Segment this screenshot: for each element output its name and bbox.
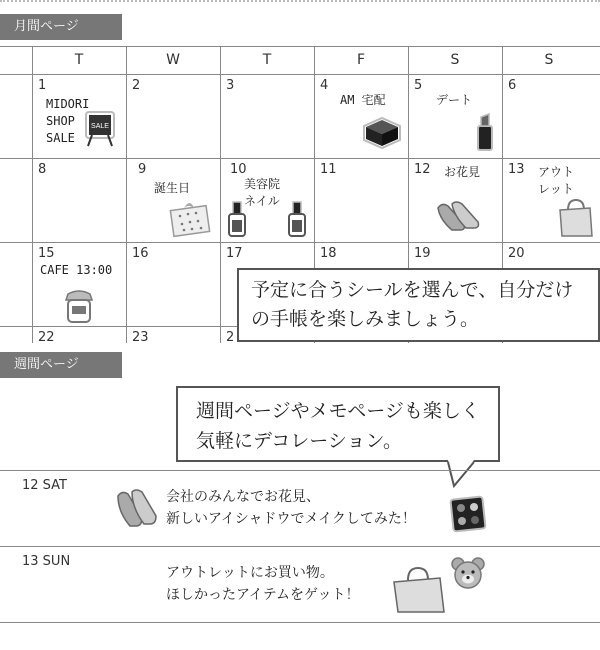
day-number: 2 (132, 78, 141, 93)
sale-sign-text: SALE (91, 123, 109, 130)
day-number: 11 (320, 162, 337, 177)
week-entry-line: アウトレットにお買い物。 (166, 565, 334, 581)
day-number: 1 (38, 78, 47, 93)
day-cell[interactable] (314, 158, 408, 242)
weekday-header: S (450, 52, 460, 68)
day-number: 22 (38, 330, 55, 343)
bear-face-sticker (450, 556, 486, 590)
day-number: 10 (230, 162, 247, 177)
sale-sign-sticker (84, 110, 116, 148)
day-number: 4 (320, 78, 329, 93)
weekday-header: W (166, 52, 180, 68)
week-entry-line: 新しいアイシャドウでメイクしてみた！ (166, 511, 416, 527)
day-cell[interactable] (408, 74, 502, 158)
callout-tail (446, 458, 476, 488)
day-cell[interactable] (408, 158, 502, 242)
week-entry-line: ほしかったアイテムをゲット！ (166, 587, 360, 603)
nail-polish-sticker (286, 200, 308, 240)
shopping-bag-sticker (390, 566, 448, 614)
weekday-header: S (544, 52, 554, 68)
day-cell[interactable] (502, 74, 596, 158)
day-cell[interactable] (32, 242, 126, 326)
lipstick-sticker (472, 112, 498, 152)
day-note: MIDORI SHOP SALE (46, 97, 90, 145)
coffee-cup-sticker (62, 286, 96, 326)
day-cell[interactable] (220, 158, 314, 242)
delivery-box-sticker (360, 114, 402, 150)
day-cell[interactable] (32, 74, 126, 158)
day-number: 20 (508, 246, 525, 261)
day-note: デート (436, 93, 473, 107)
weekly-callout: 週間ページやメモページも楽しく気軽にデコレーション。 (176, 386, 500, 462)
day-number: 9 (138, 162, 147, 177)
day-cell[interactable] (126, 158, 220, 242)
week-entry-text (166, 486, 416, 530)
pumps-shoes-sticker (112, 486, 162, 532)
week-divider (0, 470, 600, 471)
day-number: 2 (226, 330, 235, 343)
weekday-header: T (262, 52, 272, 68)
monthly-calendar (0, 46, 600, 343)
day-number: 18 (320, 246, 337, 261)
day-cell[interactable] (502, 158, 596, 242)
day-number: 3 (226, 78, 235, 93)
day-number: 23 (132, 330, 149, 343)
eyeshadow-palette-sticker (448, 494, 488, 534)
day-number: 5 (414, 78, 423, 93)
day-note: アウト レット (538, 165, 575, 196)
week-entry-line: 会社のみんなでお花見、 (166, 489, 320, 505)
day-number: 13 (508, 162, 525, 177)
week-entry-text (166, 562, 359, 606)
day-number: 15 (38, 246, 55, 261)
day-number: 8 (38, 162, 47, 177)
day-cell[interactable] (126, 74, 220, 158)
day-number: 16 (132, 246, 149, 261)
day-note: 美容院 ネイル (244, 177, 281, 208)
shopping-bag-sticker (556, 198, 594, 238)
day-cell[interactable] (32, 326, 126, 343)
weekday-header: F (356, 52, 366, 68)
week-divider (0, 546, 600, 547)
weekly-page-tab: 週間ページ (0, 352, 122, 378)
day-number: 6 (508, 78, 517, 93)
week-day-label: 12 SAT (22, 478, 67, 493)
day-cell[interactable] (314, 74, 408, 158)
weekday-header: T (74, 52, 84, 68)
day-number: 17 (226, 246, 243, 261)
monthly-callout: 予定に合うシールを選んで、自分だけの手帳を楽しみましょう。 (237, 268, 600, 342)
day-note: AM 宅配 (340, 93, 386, 107)
day-note: CAFE 13:00 (40, 263, 113, 277)
monthly-page-tab: 月間ページ (0, 14, 122, 40)
pumps-shoes-sticker (434, 198, 484, 234)
day-cell[interactable] (32, 158, 126, 242)
day-cell[interactable] (126, 242, 220, 326)
day-cell[interactable] (126, 326, 220, 343)
week-divider (0, 622, 600, 623)
day-note: お花見 (444, 165, 481, 179)
day-number: 12 (414, 162, 431, 177)
gift-box-sticker (168, 198, 212, 238)
day-cell[interactable] (220, 74, 314, 158)
nail-polish-sticker (226, 200, 248, 240)
day-note: 誕生日 (154, 181, 191, 195)
top-dotted-border (0, 0, 600, 6)
week-day-label: 13 SUN (22, 554, 71, 569)
day-number: 19 (414, 246, 431, 261)
